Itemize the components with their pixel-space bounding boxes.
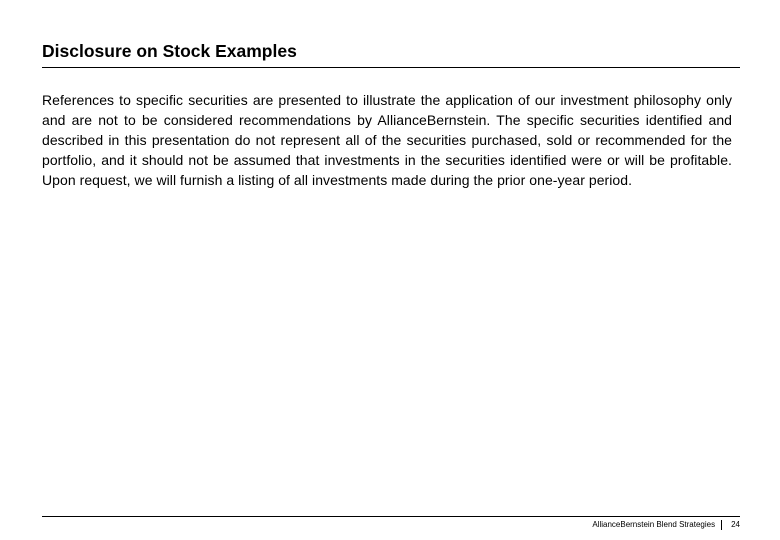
footer-divider	[42, 516, 740, 517]
footer-separator	[721, 520, 722, 530]
slide-title: Disclosure on Stock Examples	[42, 41, 297, 61]
page-number: 24	[731, 520, 740, 529]
footer	[592, 520, 740, 530]
disclosure-text: References to specific securities are presented to illustrate the application of our investment philosophy only and are not to be considered recommendations by AllianceBernstein. The specific securities identified and described in this presentation do not represent all of the securities purchased, sold or recommended for the portfolio, and it should not be assumed that investments in the securities identified were or will be profitable. Upon request, we will furnish a listing of all investments made during the prior one-year period.	[42, 92, 732, 188]
title-divider	[42, 67, 740, 68]
footer-source: AllianceBernstein Blend Strategies	[592, 520, 716, 529]
